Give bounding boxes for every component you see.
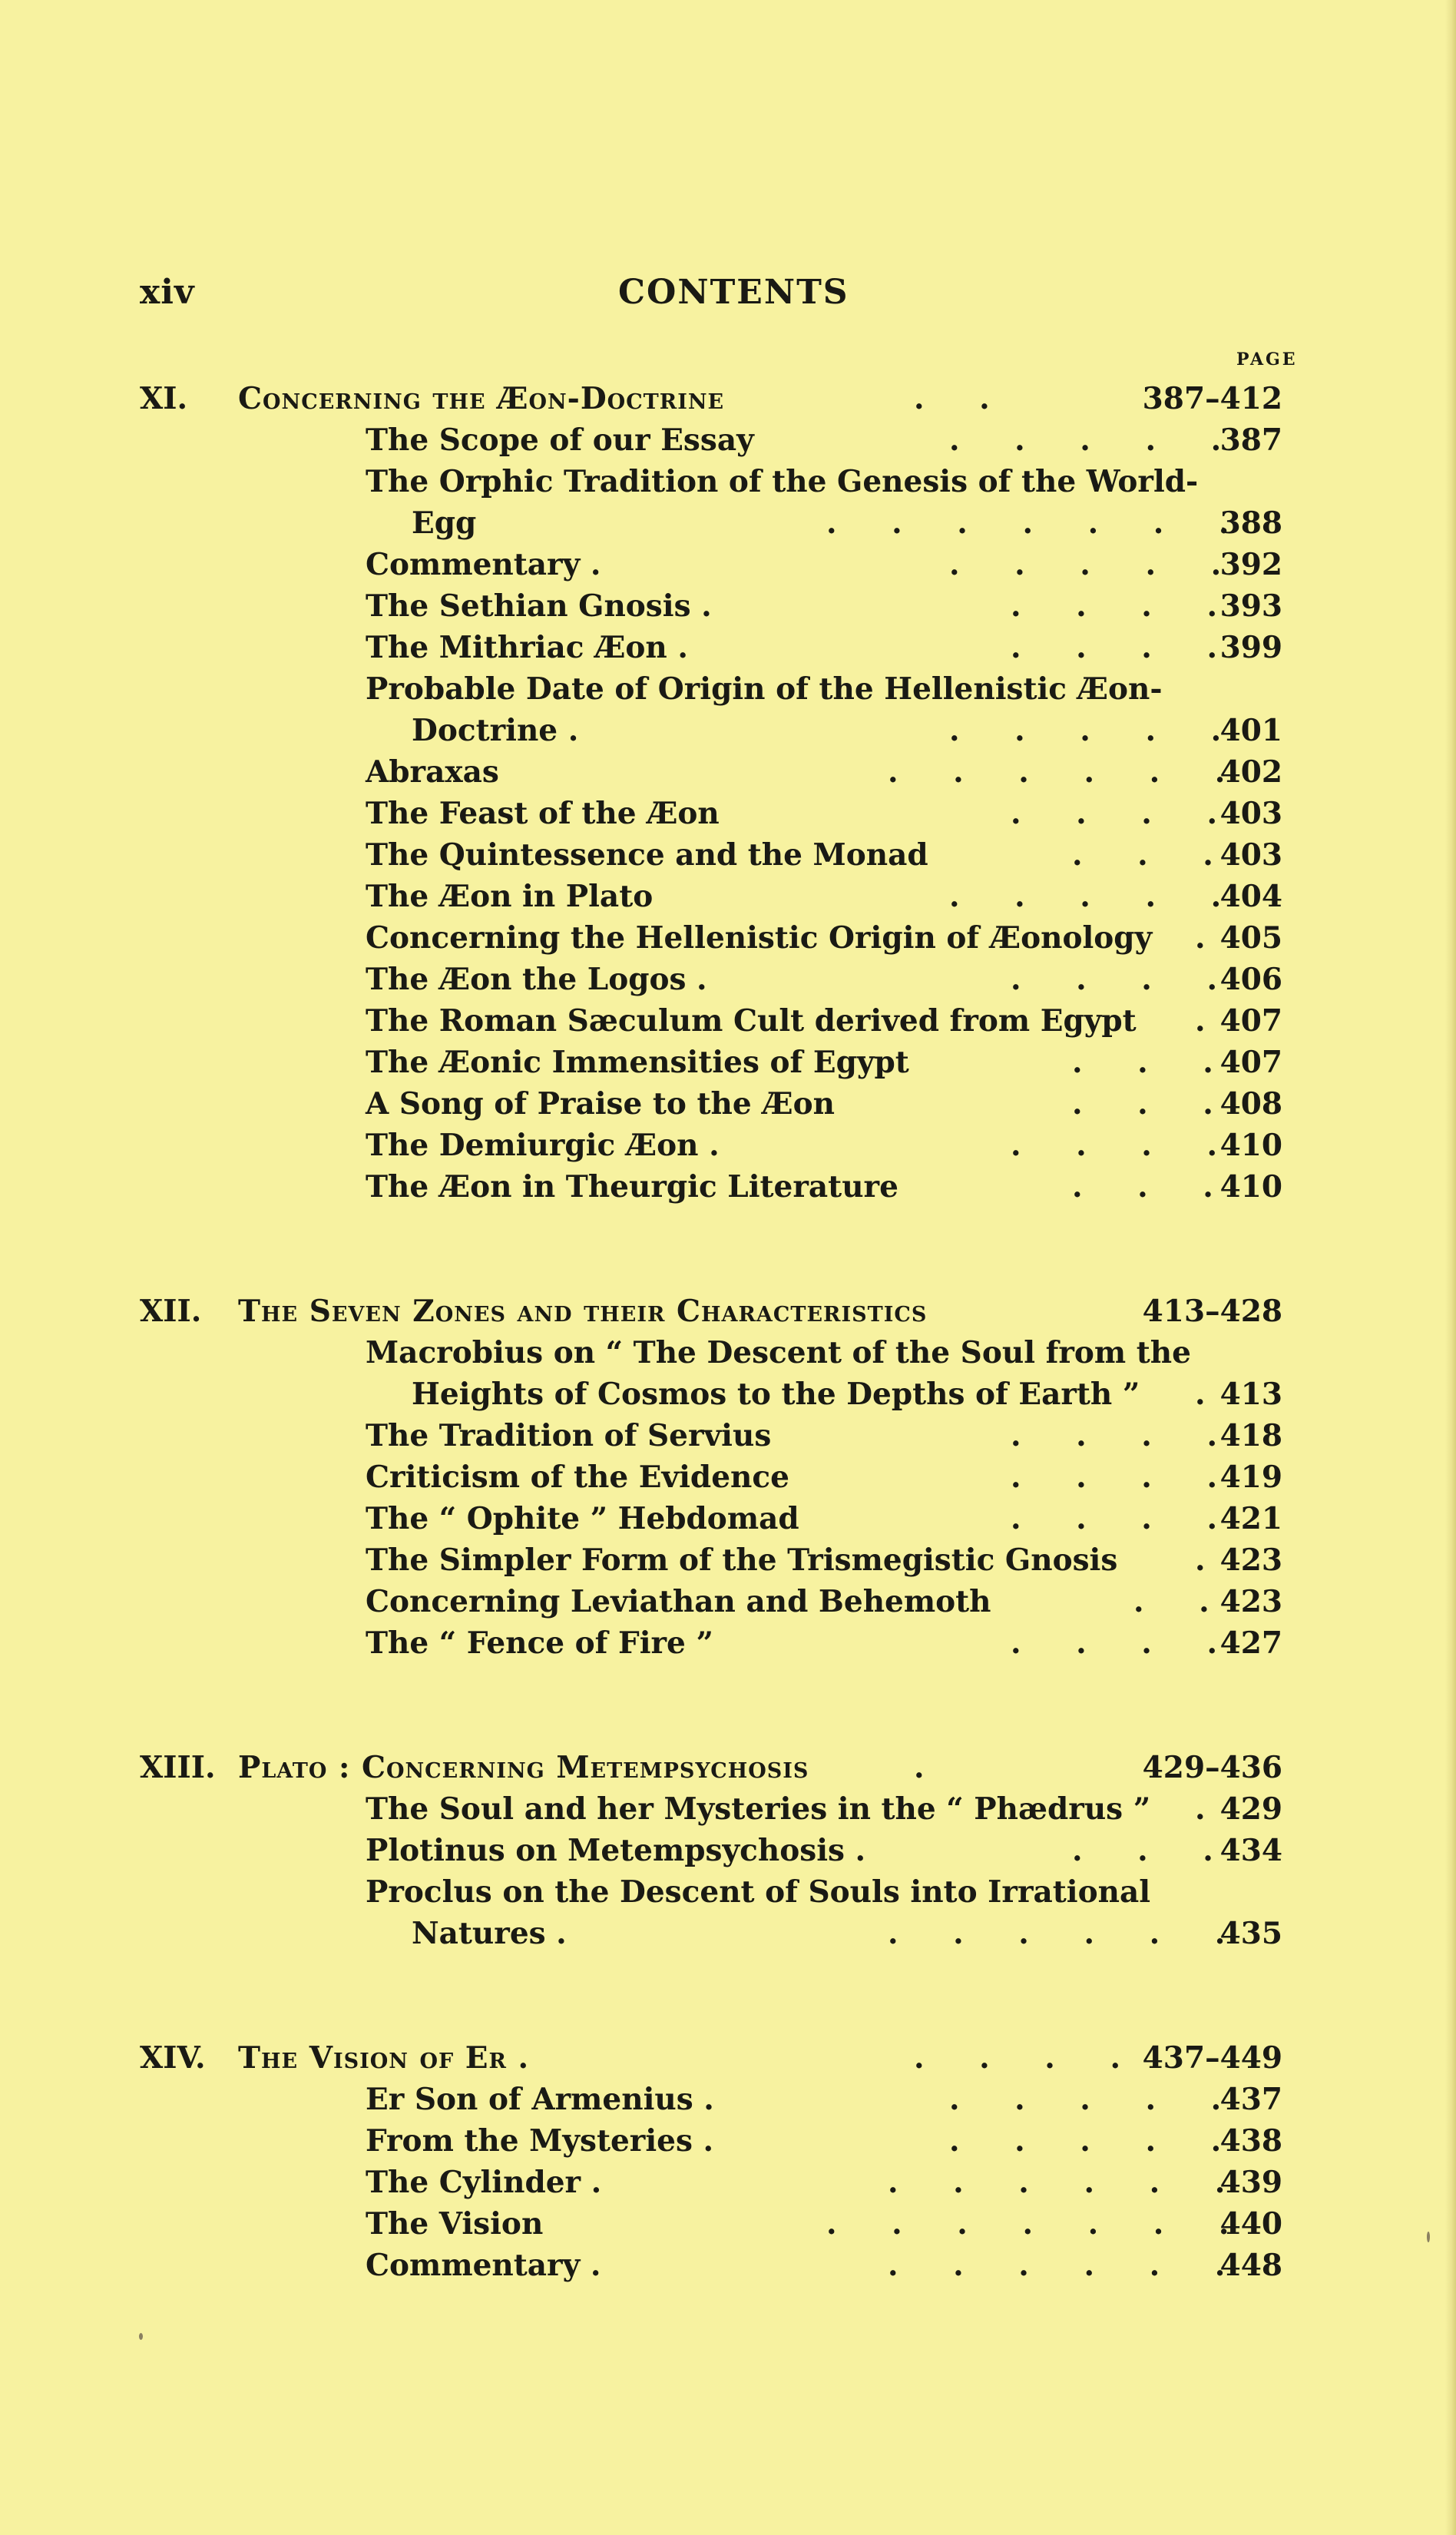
chapter-title: Concerning the Æon-Doctrine (238, 381, 725, 416)
entry-page-number: 388 (1219, 505, 1282, 541)
entry-title: Er Son of Armenius . (366, 2082, 714, 2117)
entry-page-number: 410 (1219, 1169, 1282, 1205)
toc-entry (0, 2079, 1456, 2120)
chapter-page-range: 413–428 (1142, 1294, 1282, 1329)
entry-page-number: 401 (1219, 713, 1282, 748)
entry-leaders: . . . (1072, 1169, 1213, 1205)
entry-page-number: 421 (1219, 1501, 1282, 1536)
entry-title: The Tradition of Servius (366, 1418, 772, 1453)
entry-title-continuation: Heights of Cosmos to the Depths of Earth ” (412, 1377, 1140, 1412)
entry-title: The Cylinder . (366, 2165, 602, 2200)
entry-leaders: . . . (1072, 1045, 1213, 1080)
toc-entry (0, 1125, 1456, 1166)
entry-title: The Æonic Immensities of Egypt (366, 1045, 909, 1080)
entry-title: The Sethian Gnosis . (366, 588, 712, 624)
entry-page-number: 423 (1219, 1543, 1282, 1578)
toc-entry (0, 1788, 1456, 1830)
entry-page-number: 427 (1219, 1625, 1282, 1661)
entry-title: Commentary . (366, 2248, 601, 2283)
entry-page-number: 423 (1219, 1584, 1282, 1619)
toc-entry-continuation (0, 710, 1456, 751)
entry-page-number: 403 (1219, 796, 1282, 831)
toc-entry (0, 2245, 1456, 2286)
toc-entry-continuation (0, 502, 1456, 544)
entry-leaders: . . . . . . (888, 2165, 1226, 2200)
entry-page-number: 402 (1219, 754, 1282, 790)
entry-leaders: . . . . . . . (826, 505, 1229, 541)
toc-entry (0, 834, 1456, 876)
toc-entry (0, 419, 1456, 461)
toc-entry (0, 2203, 1456, 2245)
entry-page-number: 410 (1219, 1128, 1282, 1163)
entry-title-continuation: Egg (412, 505, 477, 541)
entry-title: Plotinus on Metempsychosis . (366, 1833, 866, 1868)
running-title: CONTENTS (618, 273, 849, 312)
toc-entry (0, 1332, 1456, 1374)
entry-leaders: . . . . . . (888, 1916, 1226, 1951)
page-folio: xiv (140, 273, 195, 312)
entry-leaders: . . (1133, 1584, 1209, 1619)
toc-entry (0, 1000, 1456, 1042)
scan-speck (1427, 2232, 1430, 2242)
entry-page-number: 418 (1219, 1418, 1282, 1453)
page-column-label: PAGE (1236, 350, 1298, 369)
chapter-heading (0, 378, 1456, 419)
entry-title-continuation: Natures . (412, 1916, 567, 1951)
entry-page-number: 434 (1219, 1833, 1282, 1868)
chapter-page-range: 429–436 (1142, 1750, 1282, 1785)
toc-entry (0, 1498, 1456, 1539)
toc-entry (0, 751, 1456, 793)
entry-leaders: . . . (1072, 1086, 1213, 1122)
entry-leaders: . . . . (1011, 588, 1218, 624)
toc-entry (0, 2162, 1456, 2203)
entry-title: The Æon the Logos . (366, 962, 707, 997)
entry-page-number: 438 (1219, 2123, 1282, 2159)
toc-entry-continuation (0, 1374, 1456, 1415)
entry-leaders: . . . (1072, 1833, 1213, 1868)
toc-entry (0, 1083, 1456, 1125)
toc-entry-continuation (0, 1913, 1456, 1954)
entry-title: Concerning Leviathan and Behemoth (366, 1584, 991, 1619)
entry-title: Proclus on the Descent of Souls into Irrational (366, 1874, 1151, 1910)
entry-title: The Quintessence and the Monad (366, 837, 928, 873)
toc-entry (0, 627, 1456, 668)
toc-entry (0, 1042, 1456, 1083)
entry-leaders: . . . . . (949, 713, 1222, 748)
entry-title: A Song of Praise to the Æon (366, 1086, 835, 1122)
entry-leaders: . . . . . . (888, 754, 1226, 790)
chapter-page-range: 387–412 (1142, 381, 1282, 416)
entry-page-number: 435 (1219, 1916, 1282, 1951)
entry-title: Criticism of the Evidence (366, 1460, 789, 1495)
chapter-leaders: . . . . (914, 2040, 1121, 2076)
chapter-number: XI. (140, 381, 188, 416)
entry-page-number: 393 (1219, 588, 1282, 624)
chapter-heading (0, 1747, 1456, 1788)
toc-entry (0, 1622, 1456, 1664)
chapter-title: The Vision of Er . (238, 2040, 530, 2076)
toc-entry (0, 959, 1456, 1000)
toc-entry (0, 668, 1456, 710)
toc-entry (0, 876, 1456, 917)
entry-leaders: . (1195, 1543, 1206, 1578)
entry-leaders: . . . . . (949, 422, 1222, 458)
page-header (0, 273, 1456, 319)
entry-title: The Demiurgic Æon . (366, 1128, 720, 1163)
entry-leaders: . . . . (1011, 1128, 1218, 1163)
toc-entry (0, 585, 1456, 627)
entry-page-number: 403 (1219, 837, 1282, 873)
toc-entry (0, 1415, 1456, 1456)
entry-page-number: 387 (1219, 422, 1282, 458)
entry-title: The Simpler Form of the Trismegistic Gnosis (366, 1543, 1118, 1578)
entry-page-number: 407 (1219, 1045, 1282, 1080)
entry-page-number: 406 (1219, 962, 1282, 997)
entry-page-number: 419 (1219, 1460, 1282, 1495)
entry-leaders: . . . . (1011, 1625, 1218, 1661)
toc-entry (0, 793, 1456, 834)
toc-entry (0, 1871, 1456, 1913)
entry-page-number: 448 (1219, 2248, 1282, 2283)
entry-leaders: . . . . . . (888, 2248, 1226, 2283)
chapter-leaders: . . (914, 381, 990, 416)
entry-leaders: . . . . (1011, 962, 1218, 997)
toc-entry (0, 1539, 1456, 1581)
entry-title-continuation: Doctrine . (412, 713, 579, 748)
toc-entry (0, 1166, 1456, 1208)
entry-title: The Æon in Theurgic Literature (366, 1169, 898, 1205)
chapter-heading (0, 1291, 1456, 1332)
entry-leaders: . . . . (1011, 1501, 1218, 1536)
chapter-number: XIII. (140, 1750, 216, 1785)
entry-title: The Mithriac Æon . (366, 630, 688, 665)
entry-leaders: . . . . (1011, 630, 1218, 665)
chapter-title: Plato : Concerning Metempsychosis (238, 1750, 809, 1785)
chapter-page-range: 437–449 (1142, 2040, 1282, 2076)
chapter-heading (0, 2037, 1456, 2079)
entry-page-number: 407 (1219, 1003, 1282, 1039)
entry-leaders: . . . (1072, 837, 1213, 873)
entry-leaders: . . . . (1011, 1460, 1218, 1495)
entry-title: The Feast of the Æon (366, 796, 720, 831)
entry-title: The Vision (366, 2206, 544, 2242)
entry-title: The Æon in Plato (366, 879, 654, 914)
entry-title: The Scope of our Essay (366, 422, 754, 458)
chapter-number: XIV. (140, 2040, 206, 2076)
entry-title: The Soul and her Mysteries in the “ Phædrus ” (366, 1791, 1151, 1827)
entry-title: The “ Fence of Fire ” (366, 1625, 713, 1661)
entry-leaders: . . . . . (949, 2123, 1222, 2159)
toc-entry (0, 1456, 1456, 1498)
toc-entry (0, 461, 1456, 502)
entry-title: The Orphic Tradition of the Genesis of the World- (366, 464, 1199, 499)
entry-title: Macrobius on “ The Descent of the Soul from the (366, 1335, 1191, 1370)
entry-page-number: 413 (1219, 1377, 1282, 1412)
entry-page-number: 429 (1219, 1791, 1282, 1827)
entry-page-number: 404 (1219, 879, 1282, 914)
entry-leaders: . (1195, 920, 1206, 956)
entry-leaders: . . . . . . . (826, 2206, 1229, 2242)
entry-page-number: 408 (1219, 1086, 1282, 1122)
entry-leaders: . . . . . (949, 2082, 1222, 2117)
entry-leaders: . . . . (1011, 1418, 1218, 1453)
entry-title: Probable Date of Origin of the Hellenistic Æon- (366, 671, 1163, 707)
chapter-number: XII. (140, 1294, 202, 1329)
entry-title: The Roman Sæculum Cult derived from Egypt (366, 1003, 1137, 1039)
entry-page-number: 437 (1219, 2082, 1282, 2117)
entry-leaders: . . . . (1011, 796, 1218, 831)
toc-entry (0, 2120, 1456, 2162)
toc-entry (0, 917, 1456, 959)
chapter-leaders: . (914, 1750, 925, 1785)
chapter-title: The Seven Zones and their Characteristics (238, 1294, 928, 1329)
entry-page-number: 399 (1219, 630, 1282, 665)
entry-title: The “ Ophite ” Hebdomad (366, 1501, 799, 1536)
entry-title: From the Mysteries . (366, 2123, 714, 2159)
entry-page-number: 392 (1219, 547, 1282, 582)
entry-leaders: . . . . . (949, 547, 1222, 582)
entry-title: Abraxas (366, 754, 499, 790)
toc-entry (0, 1830, 1456, 1871)
entry-leaders: . . . . . (949, 879, 1222, 914)
toc-entry (0, 544, 1456, 585)
entry-title: Commentary . (366, 547, 601, 582)
entry-page-number: 439 (1219, 2165, 1282, 2200)
toc-entry (0, 1581, 1456, 1622)
entry-leaders: . (1195, 1791, 1206, 1827)
scan-speck (139, 2333, 143, 2340)
entry-page-number: 440 (1219, 2206, 1282, 2242)
entry-page-number: 405 (1219, 920, 1282, 956)
entry-leaders: . (1195, 1003, 1206, 1039)
entry-leaders: . (1195, 1377, 1206, 1412)
entry-title: Concerning the Hellenistic Origin of Æonology (366, 920, 1153, 956)
